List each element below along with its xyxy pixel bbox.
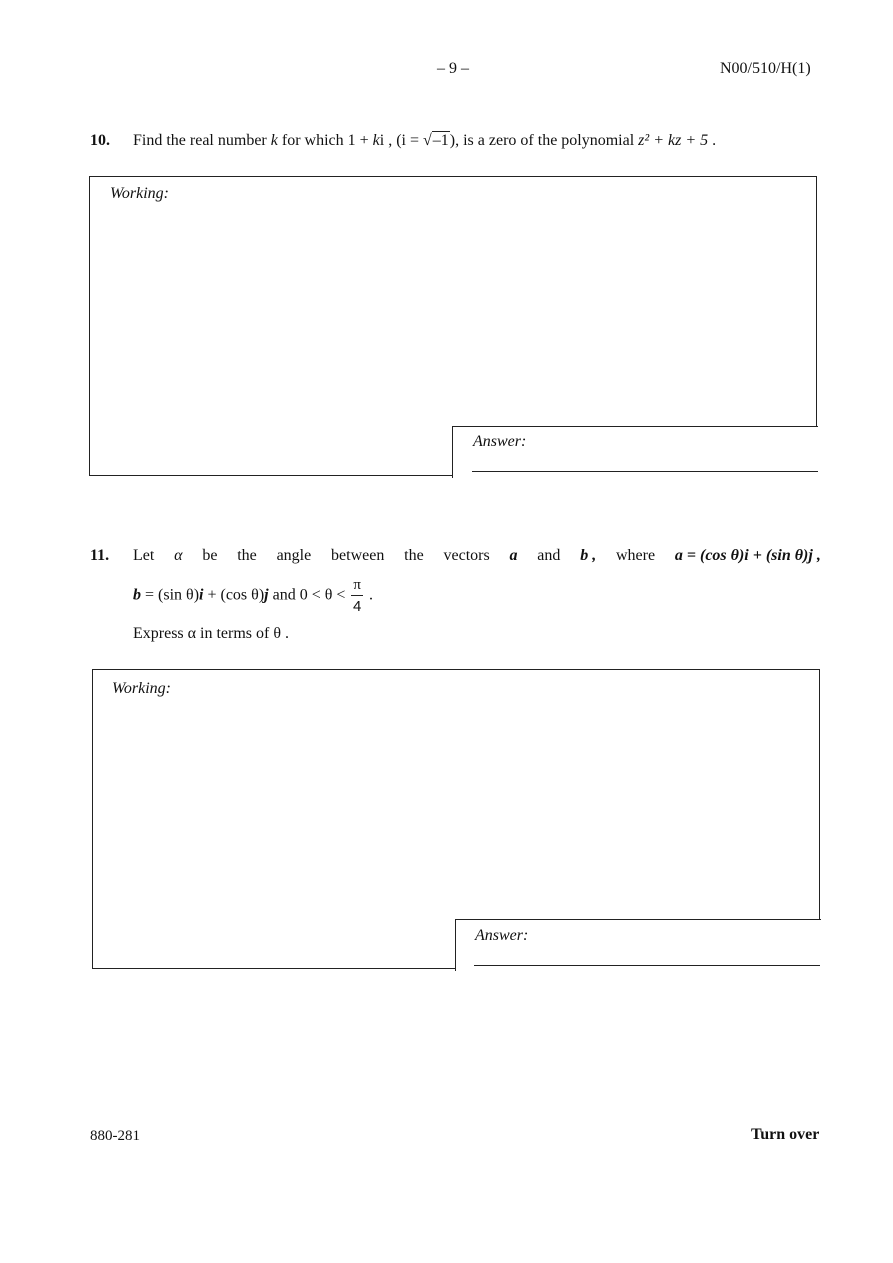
- q11-word: angle: [276, 547, 312, 564]
- q11-vector-a-definition: a = (cos θ)i + (sin θ)j ,: [674, 547, 821, 564]
- q11-answer-line: [474, 965, 820, 966]
- q11-word: the: [404, 547, 424, 564]
- question-10-text: Find the real number k for which 1 + ki , (i = √–1), is a zero of the polynomial z² + kz + 5 .: [133, 132, 717, 149]
- q10-i-char: i: [379, 132, 385, 149]
- q11-frac-den: 4: [353, 598, 362, 615]
- q10-text-b: for which 1 +: [277, 132, 373, 149]
- q11-word: and: [537, 547, 561, 564]
- q11-l2-b: b: [133, 586, 141, 604]
- q11-word-alpha: α: [174, 547, 183, 564]
- turn-over-label: Turn over: [751, 1126, 820, 1143]
- q11-l2-text: + (cos θ): [203, 586, 265, 604]
- question-11-line-3: Express α in terms of θ .: [133, 625, 290, 642]
- q10-var-k: k: [270, 132, 278, 149]
- page-number: – 9 –: [437, 60, 469, 77]
- q11-working-label: Working:: [112, 680, 171, 697]
- q10-text-a: Find the real number: [133, 132, 271, 149]
- q11-fraction: [351, 578, 363, 614]
- q11-word: vectors: [443, 547, 490, 564]
- q11-l2-i: i: [199, 586, 204, 604]
- q10-working-label: Working:: [110, 185, 169, 202]
- q11-word: be: [202, 547, 218, 564]
- document-code: N00/510/H(1): [720, 60, 811, 77]
- q11-word: between: [331, 547, 385, 564]
- question-10-number: 10.: [90, 132, 110, 149]
- q10-text-d: ), is a zero of the polynomial: [449, 132, 639, 149]
- q10-text-end: .: [708, 132, 717, 149]
- q11-word: where: [615, 547, 656, 564]
- q11-l2-text: and 0 < θ <: [268, 586, 350, 604]
- question-11-number: 11.: [90, 547, 110, 564]
- q11-word: the: [237, 547, 257, 564]
- q10-answer-label: Answer:: [473, 433, 527, 450]
- q11-word: Let: [133, 547, 155, 564]
- q11-l2-end: .: [364, 586, 373, 604]
- q11-l2-j: j: [264, 586, 269, 604]
- q10-text-c: , (i =: [384, 132, 423, 149]
- q11-vector-a: a: [509, 547, 518, 564]
- question-11-line-1: [133, 547, 821, 565]
- q11-vector-b: b ,: [580, 547, 597, 564]
- q11-l2-text: = (sin θ): [141, 586, 200, 604]
- question-11-line-2: [133, 578, 373, 614]
- q10-answer-line: [472, 471, 818, 472]
- q10-polynomial: z² + kz + 5: [638, 132, 709, 149]
- q10-ki: k: [372, 132, 380, 149]
- footer-code: 880-281: [90, 1128, 140, 1144]
- q11-answer-label: Answer:: [475, 927, 529, 944]
- q11-frac-num: π: [351, 578, 363, 596]
- q10-sqrt-inner: –1: [432, 132, 449, 149]
